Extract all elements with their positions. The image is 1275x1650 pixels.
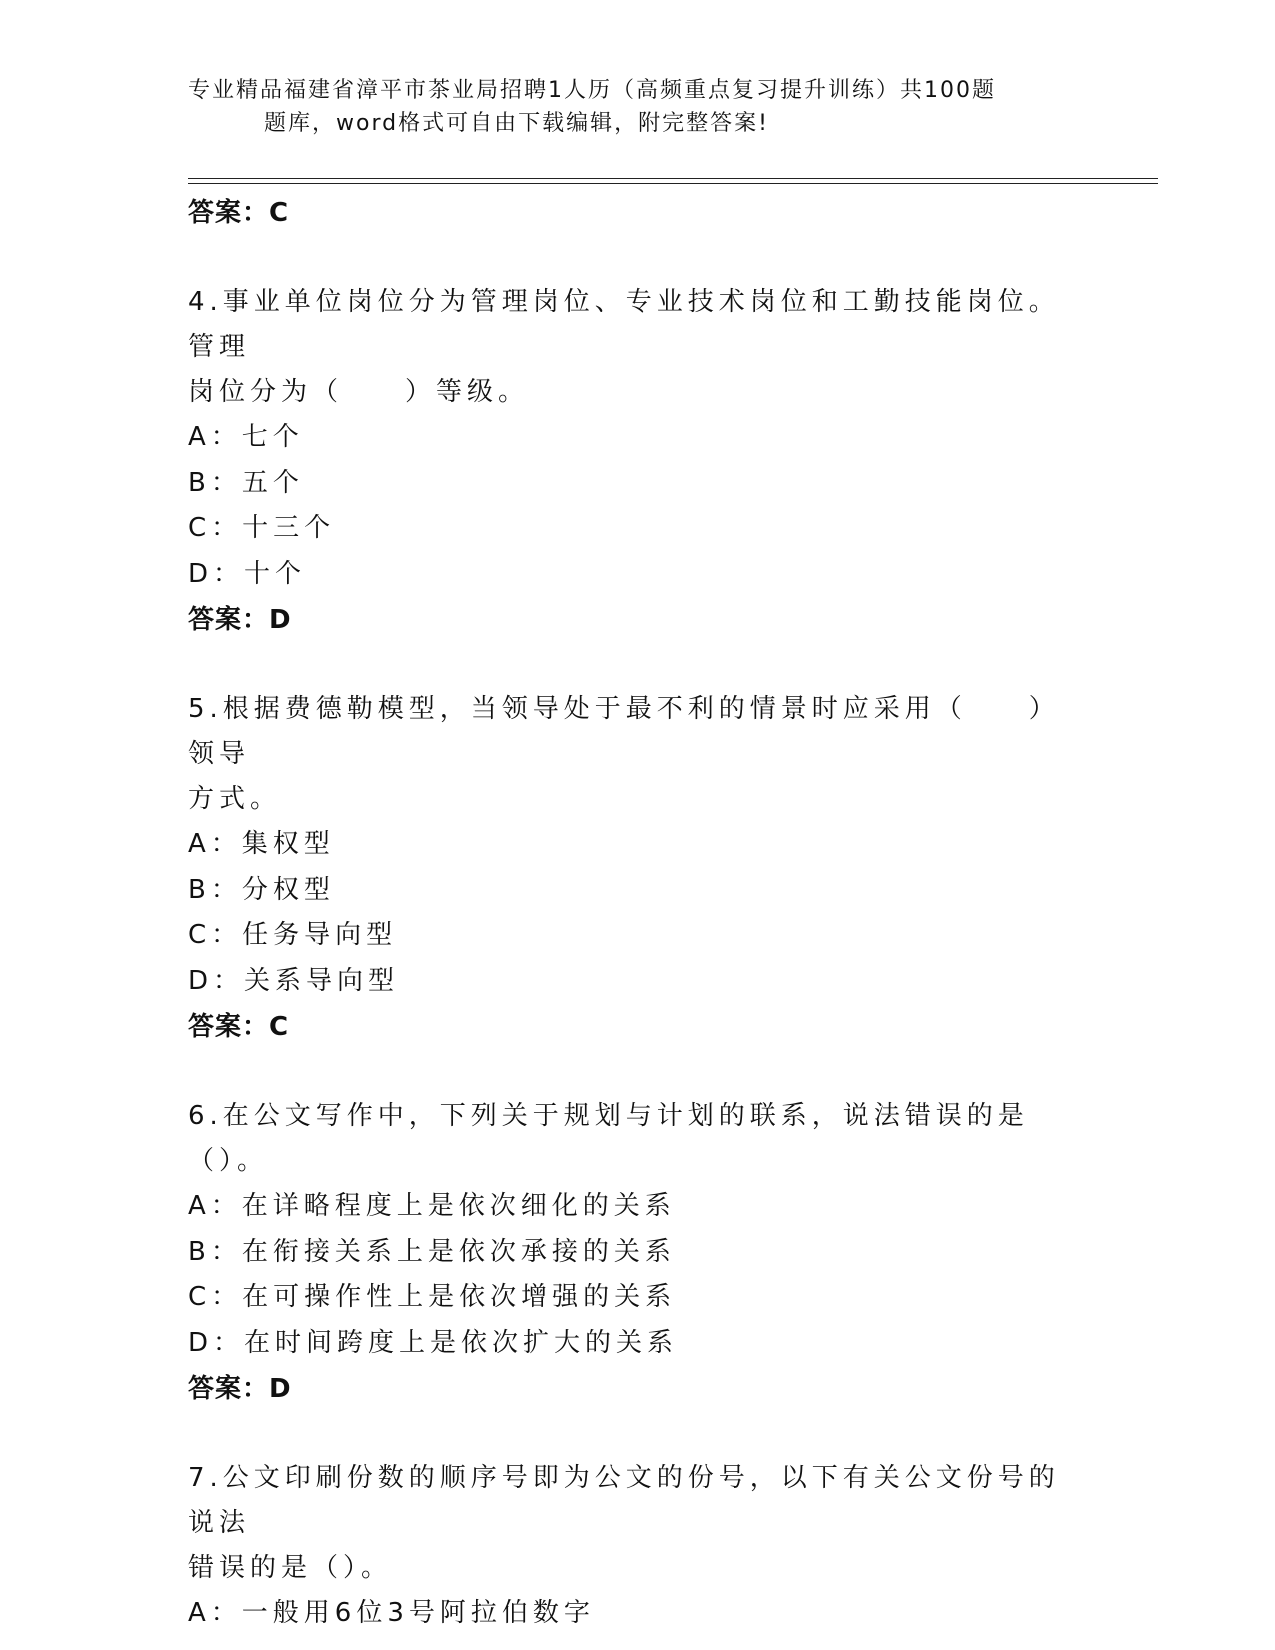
option-d: D：关系导向型 [188,965,400,996]
option-d: D：十个 [188,558,307,589]
question-7 [188,1456,1088,1637]
answer-line: 答案：D [188,605,292,635]
option-a: A：在详略程度上是依次细化的关系 [188,1191,676,1221]
answer-line: 答案：D [188,1374,292,1404]
header-rule-bottom [188,183,1158,184]
option-c: C：十三个 [188,513,336,543]
header-line-1: 专业精品福建省漳平市茶业局招聘1人历（高频重点复习提升训练）共100题 [188,78,996,103]
question-text: 7.公文印刷份数的顺序号即为公文的份号，以下有关公文份号的说法 [188,1463,1060,1538]
question-4 [188,280,1088,643]
option-a: A：七个 [188,422,304,452]
question-6 [188,1094,1088,1412]
option-d: D：在时间跨度上是依次扩大的关系 [188,1327,679,1358]
question-text: 错误的是（）。 [188,1553,393,1583]
option-c: C：在可操作性上是依次增强的关系 [188,1282,677,1312]
answer-line: 答案：C [188,1012,290,1042]
header-line-2: 题库，word格式可自由下载编辑，附完整答案! [264,111,769,136]
question-text: 4.事业单位岗位分为管理岗位、专业技术岗位和工勤技能岗位。管理 [188,287,1060,362]
option-a: A：集权型 [188,829,335,859]
option-a: A：一般用6位3号阿拉伯数字 [188,1598,595,1628]
question-5 [188,687,1088,1050]
option-c: C：任务导向型 [188,920,398,950]
header-rule-top [188,178,1158,179]
question-text: 6.在公文写作中，下列关于规划与计划的联系，说法错误的是（）。 [188,1101,1029,1176]
option-b: B：五个 [188,467,304,498]
question-list [188,190,1088,1637]
document-header [188,74,1058,140]
question-text: 5.根据费德勒模型，当领导处于最不利的情景时应采用（ ）领导 [188,694,1060,769]
option-b: B：分权型 [188,874,335,905]
answer-line: 答案：C [188,198,290,228]
option-b: B：在衔接关系上是依次承接的关系 [188,1236,676,1267]
question-text: 岗位分为（ ）等级。 [188,377,530,407]
question-text: 方式。 [188,784,282,814]
